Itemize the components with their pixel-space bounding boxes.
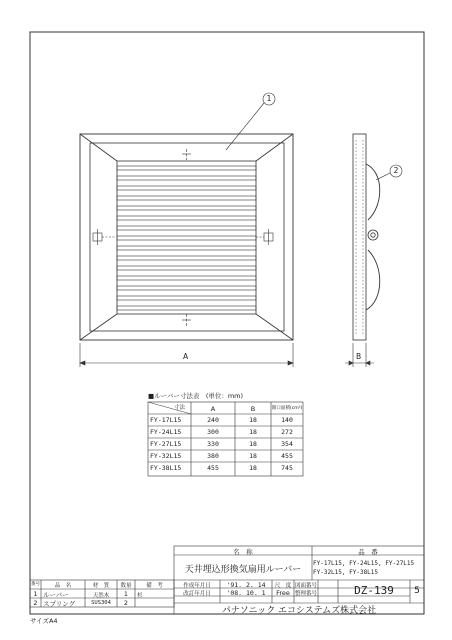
louver-table-header-b: B xyxy=(250,405,256,413)
louver-table-area: 272 xyxy=(281,428,293,436)
parts-header-material: 材 質 xyxy=(92,583,110,589)
scale-value: Free xyxy=(276,589,290,597)
created-label: 作成年月日 xyxy=(183,583,211,589)
louver-table-area: 745 xyxy=(281,464,293,472)
louver-slats xyxy=(117,166,256,310)
louver-table-model: FY-24L15 xyxy=(150,428,182,436)
louver-table-b: 18 xyxy=(249,452,257,460)
revised-value: '08. 10. 1 xyxy=(226,589,266,597)
title-model-line1: FY-17L15, FY-24L15, FY-27L15 xyxy=(313,560,415,567)
parts-name: ルーバー xyxy=(43,591,69,599)
parts-no: 2 xyxy=(33,599,38,607)
louver-table-header-a: A xyxy=(210,405,216,413)
louver-table-area: 140 xyxy=(281,416,293,424)
louver-table-a: 330 xyxy=(207,440,219,448)
parts-material: SUS304 xyxy=(91,600,111,606)
dimension-a-label: A xyxy=(183,352,189,361)
created-value: '91. 2. 14 xyxy=(226,581,266,589)
louver-table-b: 18 xyxy=(249,440,257,448)
louver-table-a: 240 xyxy=(207,416,219,424)
title-name-header: 名 称 xyxy=(233,548,253,556)
louver-table-model: FY-27L15 xyxy=(150,440,182,448)
louver-table-a: 455 xyxy=(207,464,219,472)
spring-studs xyxy=(93,149,273,326)
title-model-header: 品 番 xyxy=(358,548,378,556)
callout-1-label: 1 xyxy=(266,94,272,103)
sheet-number: 5 xyxy=(414,586,420,596)
parts-header-qty: 数量 xyxy=(120,583,132,589)
company-name: パナソニック エコシステムズ株式会社 xyxy=(221,606,377,616)
louver-table-model: FY-32L15 xyxy=(150,452,182,460)
drawing-number: DZ-139 xyxy=(354,584,394,597)
parts-qty: 2 xyxy=(123,599,129,607)
parts-name: スプリング xyxy=(43,600,76,608)
parts-material: 天然木 xyxy=(92,593,110,599)
louver-table-a: 300 xyxy=(207,428,219,436)
sheet-border xyxy=(30,32,424,614)
louver-table-b: 18 xyxy=(249,428,257,436)
scale-label: 尺 度 xyxy=(274,583,292,589)
louver-table-b: 18 xyxy=(249,416,257,424)
louver-front-view xyxy=(80,134,293,367)
louver-table-model: FY-17L15 xyxy=(150,416,182,424)
parts-header-note: 備 考 xyxy=(146,583,163,589)
louver-table-a: 380 xyxy=(207,452,219,460)
louver-table-caption: ■ルーバー寸法表 (単位：mm) xyxy=(148,392,244,400)
parts-header-name: 品 名 xyxy=(54,583,72,589)
louver-table-area: 455 xyxy=(281,452,293,460)
paper-size-note: サイズA4 xyxy=(30,617,58,625)
louver-table-area: 354 xyxy=(281,440,293,448)
parts-header-no: 番号 xyxy=(30,582,41,587)
louver-side-view xyxy=(345,134,380,367)
dimension-b-label: B xyxy=(356,352,362,361)
parts-no: 1 xyxy=(33,590,38,598)
louver-table-header-size: 寸法 xyxy=(174,405,186,411)
louver-table-b: 18 xyxy=(249,464,257,472)
drawing-no-label: 図面番号 xyxy=(294,583,317,589)
louver-table-header-area: 開口面積(cm²) xyxy=(271,406,303,411)
parts-qty: 1 xyxy=(123,590,129,598)
title-name-value: 天井埋込形換気扇用ルーバー xyxy=(184,565,302,575)
title-model-line2: FY-32L15, FY-38L15 xyxy=(313,569,379,576)
revised-label: 改訂年月日 xyxy=(183,591,211,597)
parts-note: 杉 xyxy=(137,593,143,599)
sheet-label: 整理番号 xyxy=(294,591,317,597)
louver-table-model: FY-38L15 xyxy=(150,464,182,472)
callout-2-label: 2 xyxy=(393,166,399,175)
